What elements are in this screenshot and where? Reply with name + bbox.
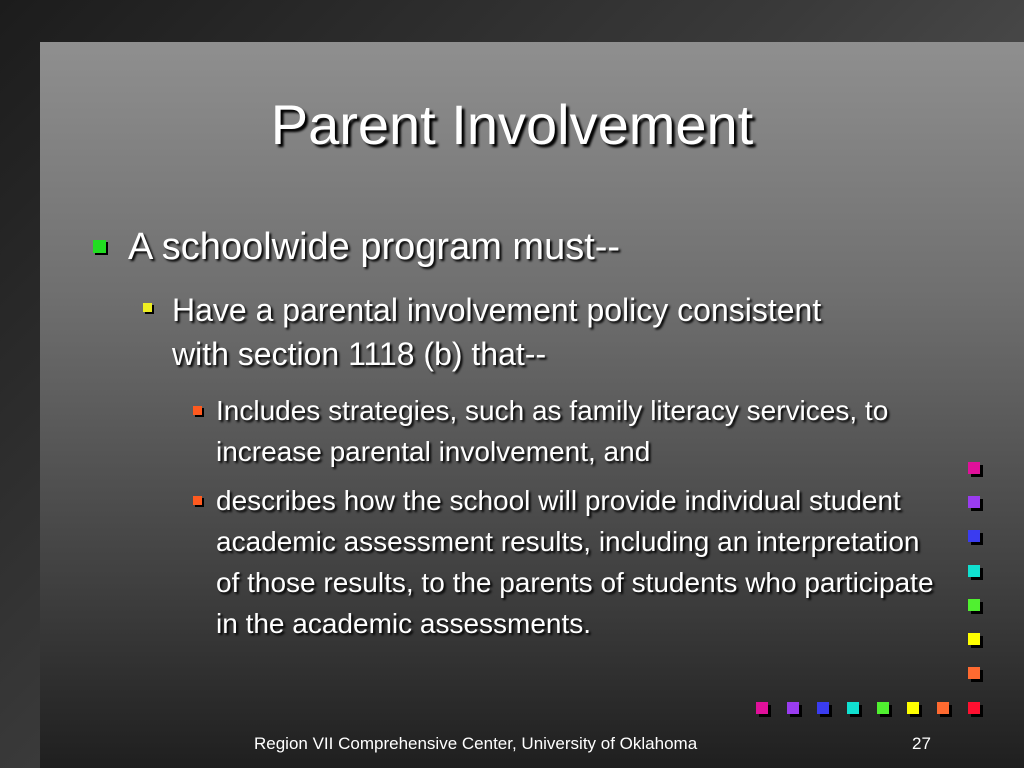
- decor-square-icon: [968, 530, 980, 542]
- bullet-level1-text: A schoolwide program must--: [128, 226, 621, 268]
- bullet-level3-text: describes how the school will provide individual student academic assessment results, including an interpretation of those results, to the parents of students who participate in the academic assessments.: [216, 485, 934, 639]
- decor-square-icon: [968, 633, 980, 645]
- bullet-square-icon: [93, 240, 106, 253]
- bullet-level2-text: Have a parental involvement policy consistent with section 1118 (b) that--: [172, 292, 822, 372]
- decor-square-icon: [847, 702, 859, 714]
- decor-square-icon: [968, 667, 980, 679]
- decor-square-icon: [817, 702, 829, 714]
- decor-square-icon: [968, 565, 980, 577]
- bullet-square-icon: [193, 496, 202, 505]
- decor-square-icon: [787, 702, 799, 714]
- decor-square-icon: [756, 702, 768, 714]
- bullet-level3-text: Includes strategies, such as family literacy services, to increase parental involvement, and: [216, 395, 889, 467]
- decor-square-icon: [968, 496, 980, 508]
- decor-square-icon: [968, 599, 980, 611]
- decor-square-icon: [968, 702, 980, 714]
- bullet-square-icon: [193, 406, 202, 415]
- decor-square-icon: [877, 702, 889, 714]
- slide-title: Parent Involvement: [270, 93, 754, 156]
- decor-square-icon: [937, 702, 949, 714]
- decor-square-icon: [968, 462, 980, 474]
- footer-text: Region VII Comprehensive Center, University of Oklahoma: [254, 734, 698, 753]
- decor-square-icon: [907, 702, 919, 714]
- slide-number: 27: [912, 734, 931, 753]
- bullet-square-icon: [143, 303, 152, 312]
